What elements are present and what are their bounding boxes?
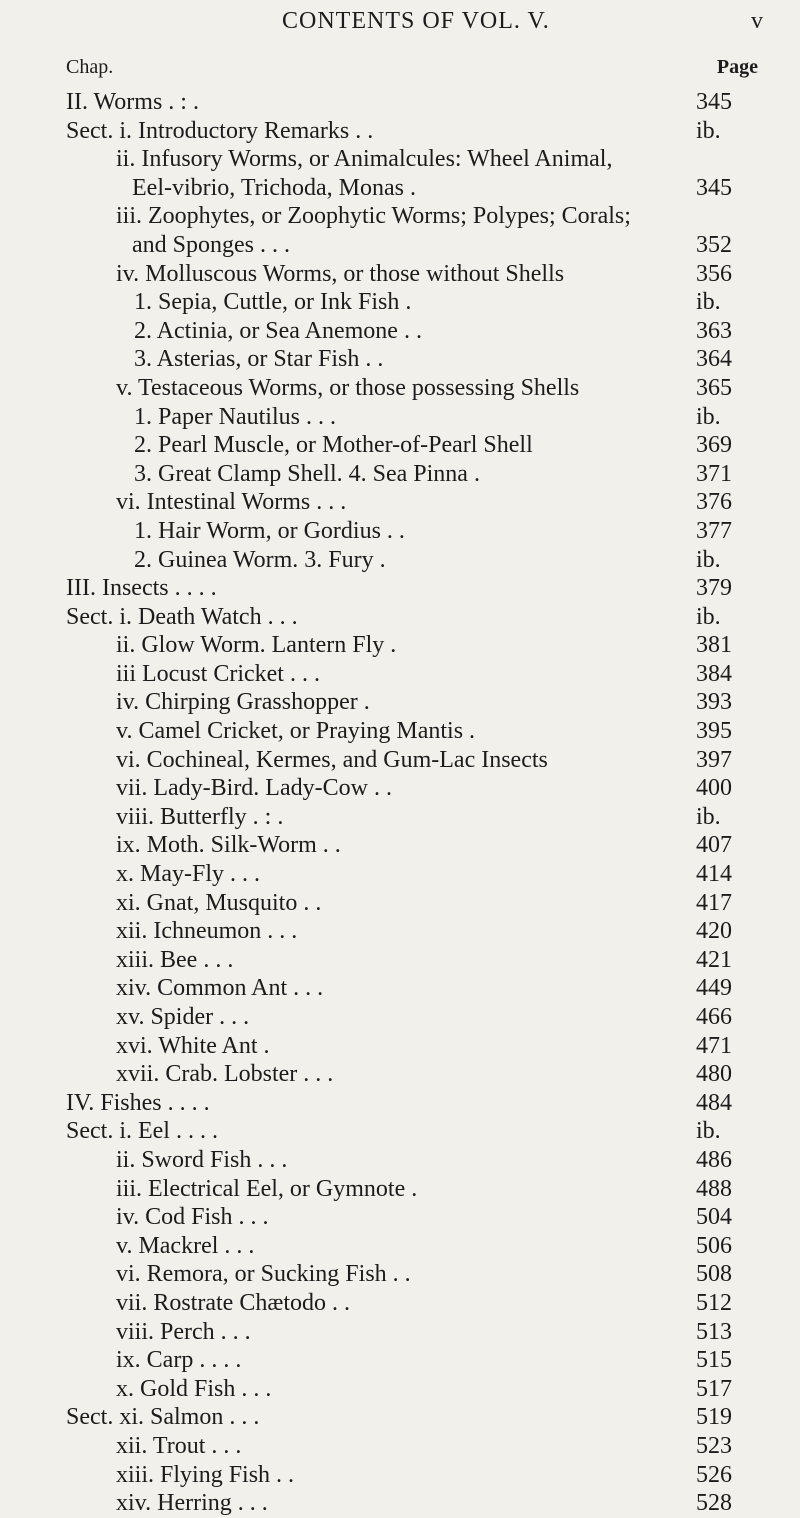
toc-entry-title: ii. Infusory Worms, or Animalcules: Wheel Animal, (116, 146, 613, 173)
toc-entry-page: ib. (696, 403, 721, 430)
toc-entry-page: 381 (696, 632, 732, 659)
toc-entry (0, 803, 800, 832)
toc-entry-title: 3. Great Clamp Shell. 4. Sea Pinna . (134, 460, 480, 487)
toc-entry (0, 1403, 800, 1432)
toc-entry-page: 528 (696, 1490, 732, 1517)
toc-entry-page: 523 (696, 1432, 732, 1459)
running-header (0, 8, 800, 48)
toc-entry (0, 288, 800, 317)
toc-entry-title: Sect. i. Introductory Remarks . . (66, 117, 374, 144)
toc-entry-page: ib. (696, 1118, 721, 1145)
toc-entry-title: III. Insects . . . . (66, 575, 217, 602)
toc-entry (0, 946, 800, 975)
toc-entry (0, 1489, 800, 1518)
toc-entry-page: 420 (696, 918, 732, 945)
toc-entry-page: 376 (696, 489, 732, 516)
toc-entry-title: vii. Rostrate Chætodo . . (116, 1289, 350, 1316)
toc-entry (0, 403, 800, 432)
toc-entry (0, 746, 800, 775)
toc-entry (0, 917, 800, 946)
toc-entry-title: xii. Ichneumon . . . (116, 918, 298, 945)
toc-entry-page: 364 (696, 346, 732, 373)
toc-entry-page: 345 (696, 174, 732, 201)
toc-entry (0, 860, 800, 889)
toc-entry-page: 365 (696, 374, 732, 401)
toc-entry (0, 1432, 800, 1461)
toc-entry (0, 1346, 800, 1375)
toc-entry-title: 2. Pearl Muscle, or Mother-of-Pearl Shell (134, 432, 533, 459)
toc-entry-page: 471 (696, 1032, 732, 1059)
toc-entry (0, 1060, 800, 1089)
toc-entry-page: ib. (696, 117, 721, 144)
toc-entry (0, 431, 800, 460)
table-of-contents (0, 88, 800, 1518)
toc-entry-page: 384 (696, 660, 732, 687)
toc-entry (0, 345, 800, 374)
toc-entry-page: 407 (696, 832, 732, 859)
toc-entry-page: 526 (696, 1461, 732, 1488)
toc-entry (0, 1260, 800, 1289)
toc-entry-page: 449 (696, 975, 732, 1002)
toc-entry-title: xiii. Bee . . . (116, 946, 234, 973)
toc-entry (0, 488, 800, 517)
toc-entry (0, 374, 800, 403)
toc-entry (0, 974, 800, 1003)
toc-entry-page: 377 (696, 517, 732, 544)
toc-entry (0, 660, 800, 689)
toc-entry-page: 508 (696, 1261, 732, 1288)
toc-entry (0, 631, 800, 660)
toc-entry-page: 395 (696, 718, 732, 745)
toc-entry-title: iv. Molluscous Worms, or those without Shells (116, 260, 565, 287)
toc-entry-page: 515 (696, 1347, 732, 1374)
toc-entry-title: iv. Cod Fish . . . (116, 1204, 269, 1231)
toc-entry-page: 506 (696, 1232, 732, 1259)
toc-entry-title: xiv. Herring . . . (116, 1490, 268, 1517)
toc-entry (0, 202, 800, 231)
toc-entry (0, 174, 800, 203)
toc-entry-page: 517 (696, 1375, 732, 1402)
toc-entry-page: 414 (696, 861, 732, 888)
toc-entry-title: v. Testaceous Worms, or those possessing Shells (116, 374, 580, 401)
chapter-column-heading: Chap. (66, 56, 114, 78)
toc-entry (0, 117, 800, 146)
toc-entry (0, 1318, 800, 1347)
toc-entry (0, 1175, 800, 1204)
toc-entry (0, 546, 800, 575)
toc-entry-page: 356 (696, 260, 732, 287)
toc-entry-title: iii. Electrical Eel, or Gymnote . (116, 1175, 418, 1202)
toc-entry-title: ix. Moth. Silk-Worm . . (116, 832, 341, 859)
toc-entry-page: 363 (696, 317, 732, 344)
toc-entry (0, 460, 800, 489)
toc-entry (0, 688, 800, 717)
toc-entry (0, 260, 800, 289)
toc-entry-title: iii. Zoophytes, or Zoophytic Worms; Polypes; Corals; (116, 203, 631, 230)
toc-entry-page: 417 (696, 889, 732, 916)
toc-entry-title: 2. Actinia, or Sea Anemone . . (134, 317, 422, 344)
toc-entry-title: and Sponges . . . (132, 231, 290, 258)
toc-entry-title: xvii. Crab. Lobster . . . (116, 1061, 334, 1088)
toc-entry (0, 1117, 800, 1146)
toc-entry-page: 466 (696, 1004, 732, 1030)
toc-entry-title: vi. Cochineal, Kermes, and Gum-Lac Insects (116, 746, 548, 773)
toc-entry (0, 1232, 800, 1261)
toc-entry-page: 513 (696, 1318, 732, 1345)
toc-entry-title: xvi. White Ant . (116, 1032, 270, 1059)
toc-entry (0, 603, 800, 632)
toc-entry-title: iii Locust Cricket . . . (116, 660, 320, 687)
toc-entry (0, 831, 800, 860)
toc-entry-title: Sect. i. Death Watch . . . (66, 603, 298, 630)
toc-entry-title: x. May-Fly . . . (116, 861, 260, 888)
toc-entry-title: ix. Carp . . . . (116, 1347, 242, 1374)
toc-entry-page: 393 (696, 689, 732, 716)
toc-entry-title: 1. Hair Worm, or Gordius . . (134, 517, 405, 544)
toc-entry-title: Eel-vibrio, Trichoda, Monas . (132, 174, 416, 201)
toc-entry-title: xi. Gnat, Musquito . . (116, 889, 322, 916)
toc-entry-title: ii. Sword Fish . . . (116, 1146, 288, 1173)
toc-entry-title: viii. Butterfly . : . (116, 803, 284, 830)
page-title: CONTENTS OF VOL. V. (282, 8, 550, 34)
toc-entry (0, 574, 800, 603)
toc-entry (0, 1089, 800, 1118)
toc-entry-title: 3. Asterias, or Star Fish . . (134, 346, 384, 373)
toc-entry-title: 1. Sepia, Cuttle, or Ink Fish . (134, 289, 412, 316)
toc-entry-title: xiii. Flying Fish . . (116, 1461, 295, 1488)
toc-entry-page: 519 (696, 1404, 732, 1431)
toc-entry (0, 1461, 800, 1490)
toc-entry-page: 369 (696, 432, 732, 459)
toc-entry-title: ii. Glow Worm. Lantern Fly . (116, 632, 397, 659)
toc-entry-title: vi. Intestinal Worms . . . (116, 489, 347, 516)
toc-entry-page: 371 (696, 460, 732, 487)
toc-entry-page: ib. (696, 289, 721, 316)
toc-entry (0, 1032, 800, 1061)
toc-entry (0, 717, 800, 746)
toc-entry-title: v. Mackrel . . . (116, 1232, 255, 1259)
toc-entry-page: 345 (696, 89, 732, 115)
toc-entry-page: ib. (696, 603, 721, 630)
toc-entry-page: 379 (696, 575, 732, 602)
toc-entry-title: x. Gold Fish . . . (116, 1375, 272, 1402)
toc-entry-title: Sect. i. Eel . . . . (66, 1118, 218, 1145)
toc-entry (0, 889, 800, 918)
toc-entry-page: 512 (696, 1289, 732, 1316)
toc-entry-title: xiv. Common Ant . . . (116, 975, 324, 1002)
toc-entry-page: 480 (696, 1061, 732, 1088)
toc-entry-title: vii. Lady-Bird. Lady-Cow . . (116, 775, 392, 802)
toc-entry-page: ib. (696, 803, 721, 830)
toc-entry-title: xv. Spider . . . (116, 1004, 250, 1030)
toc-entry (0, 1375, 800, 1404)
toc-entry (0, 517, 800, 546)
toc-entry-title: Sect. xi. Salmon . . . (66, 1404, 260, 1431)
toc-entry-title: iv. Chirping Grasshopper . (116, 689, 370, 716)
toc-entry-page: ib. (696, 546, 721, 573)
toc-entry (0, 1146, 800, 1175)
toc-entry-title: II. Worms . : . (66, 89, 199, 115)
toc-entry (0, 88, 800, 117)
toc-entry (0, 1003, 800, 1032)
column-headings (0, 56, 800, 86)
toc-entry (0, 231, 800, 260)
toc-entry-page: 421 (696, 946, 732, 973)
toc-entry-title: 1. Paper Nautilus . . . (134, 403, 336, 430)
toc-entry-page: 486 (696, 1146, 732, 1173)
toc-entry-title: 2. Guinea Worm. 3. Fury . (134, 546, 386, 573)
page-column-heading: Page (716, 56, 758, 78)
toc-entry (0, 774, 800, 803)
toc-entry-title: IV. Fishes . . . . (66, 1089, 210, 1116)
toc-entry (0, 1203, 800, 1232)
toc-entry-page: 397 (696, 746, 732, 773)
toc-entry-title: vi. Remora, or Sucking Fish . . (116, 1261, 411, 1288)
toc-entry-title: xii. Trout . . . (116, 1432, 242, 1459)
toc-entry-title: v. Camel Cricket, or Praying Mantis . (116, 718, 476, 745)
toc-entry (0, 317, 800, 346)
toc-entry-title: viii. Perch . . . (116, 1318, 251, 1345)
toc-entry-page: 504 (696, 1204, 732, 1231)
toc-entry-page: 400 (696, 775, 732, 802)
toc-entry-page: 484 (696, 1089, 732, 1116)
toc-entry-page: 352 (696, 231, 732, 258)
toc-entry (0, 1289, 800, 1318)
page-number: v (751, 8, 763, 34)
toc-entry-page: 488 (696, 1175, 732, 1202)
toc-entry (0, 145, 800, 174)
